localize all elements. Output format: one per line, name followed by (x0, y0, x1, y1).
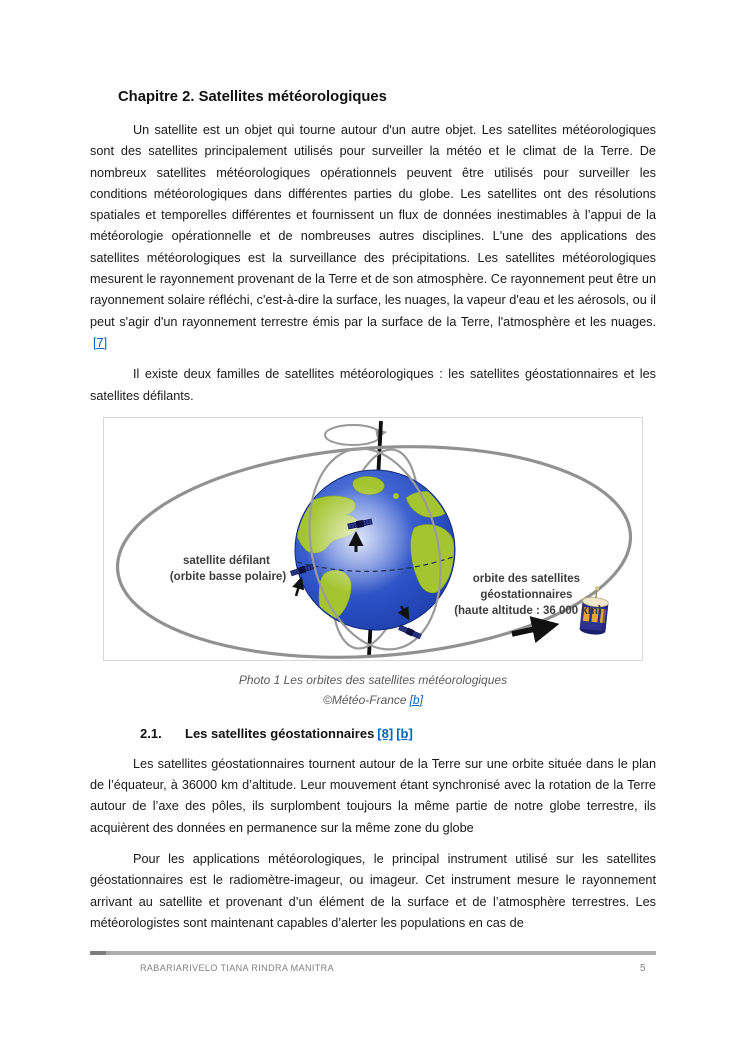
orbit-figure (103, 417, 656, 661)
polar-orbit-label: satellite défilant (orbite basse polaire) (169, 554, 287, 583)
figure-caption-credit: ©Météo-France (323, 692, 407, 707)
figure-frame (103, 417, 643, 661)
caption-link-b[interactable]: [b] (409, 692, 423, 707)
citation-link-7[interactable]: [7] (93, 335, 108, 350)
citation-link-b[interactable]: [b] (396, 725, 413, 741)
paragraph-instrument: Pour les applications météorologiques, le principal instrument utilisé sur les satellites géostationnaires est le radiomètre-imageur, ou imageur. Cet instrument mesure le rayonnement arrivant au satellite et provenant d’un élément de la surface et de l’atmosphère terrestres. Les météorologistes sont maintenant capables d’alerter les populations en cas de (90, 852, 656, 930)
page-footer (90, 951, 656, 974)
polar-satellite-bottom-icon (398, 624, 422, 639)
rotation-arrow (325, 425, 387, 445)
figure-caption (90, 670, 656, 710)
geo-orbit-label: orbite des satellites géostationnaires (haute altitude : 36 000 km) (454, 572, 602, 617)
footer-divider (90, 951, 656, 955)
page-number: 5 (640, 963, 646, 974)
section-number: 2.1. (140, 725, 162, 741)
orbit-diagram (104, 418, 642, 660)
paragraph-intro (90, 120, 656, 354)
citation-link-8[interactable]: [8] (377, 725, 394, 741)
paragraph-geostationary: Les satellites géostationnaires tournent autour de la Terre sur une orbite située dans le plan de l’équateur, à 36000 km d’altitude. Leur mouvement étant synchronisé avec la rotation de la Terre autour de l’axe des pôles, ils surplombent toujours la même partie de notre globe terrestre, ils acquièrent des données en permanence sur la même zone du globe (90, 756, 656, 835)
orbit-direction-arrow-left (296, 579, 301, 596)
section-heading (140, 724, 656, 744)
paragraph-families: Il existe deux familles de satellites météorologiques : les satellites géostationnaires et les satellites défilants. (90, 367, 656, 403)
paragraph-intro-text: Un satellite est un objet qui tourne autour d'un autre objet. Les satellites météorologiques sont des satellites principalement utilisés pour surveiller la météo et le climat de la Terre. De nombreux satellites météorologiques opérationnels peuvent être utilisés pour surveiller les conditions météorologiques dans différentes parties du globe. Les satellites ont des résolutions spatiales et temporelles différentes et fournissent un flux de données inestimables à l’appui de la météorologie opérationnelle et de nombreuses autres disciplines. L'une des applications des satellites météorologiques est la surveillance des précipitations. Les satellites météorologiques mesurent le rayonnement provenant de la Terre et de son atmosphère. Ce rayonnement peut être un rayonnement solaire réfléchi, c'est-à-dire la surface, les nuages, la vapeur d'eau et les aérosols, ou il peut s'agir d'un rayonnement terrestre émis par la surface de la Terre, l'atmosphère et les nuages. (90, 123, 656, 329)
chapter-title: Chapitre 2. Satellites météorologiques (118, 89, 387, 105)
section-title: Les satellites géostationnaires (185, 725, 375, 741)
figure-caption-title: Photo 1 Les orbites des satellites météorologiques (238, 672, 508, 687)
footer-author: RABARIARIVELO TIANA RINDRA MANITRA (140, 963, 334, 973)
